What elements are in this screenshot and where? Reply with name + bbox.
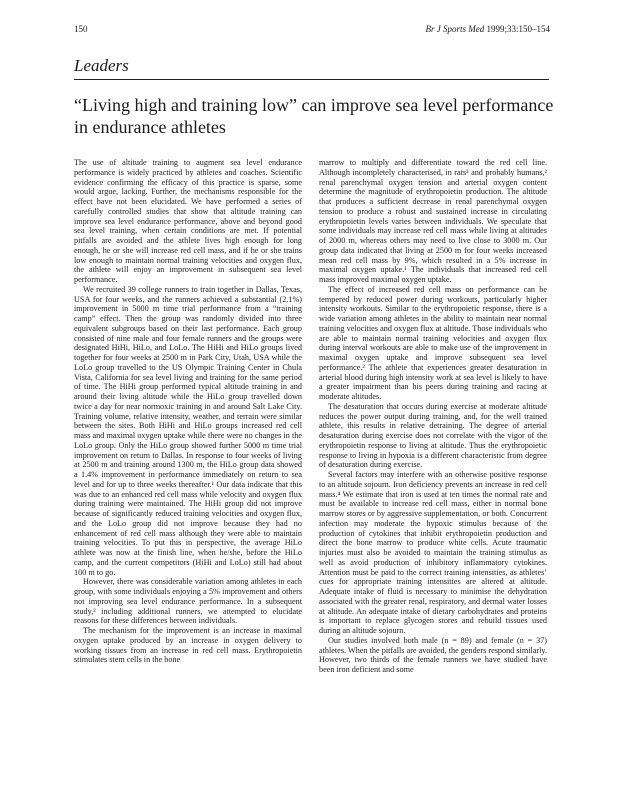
paragraph: Several factors may interfere with an otherwise positive response to an altitude sojourn. Iron deficiency prevents an increase in red cell mass.⁴ We estimate that iron is used at ten times the normal rate and must be available to increase red cell mass, either in normal bone marrow stores or by aggressive supplementation, or both. Concurrent infection may moderate the hypoxic stimulus because of the production of cytokines that inhibit erythropoietin production and direct the bone marrow to produce white cells. Acute traumatic injuries must also be avoided to maintain the training stimulus as well as avoid production of inhibitory inflammatory cytokines. Attention must be paid to the correct training intensities, as athletes’ cues for appropriate training intensities are altered at altitude. Adequate intake of fluid is necessary to minimise the dehydration associated with the greater renal, respiratory, and dermal water losses at altitude. An adequate intake of dietary carbohydrates and proteins is important to replace glycogen stores and rebuild tissues used during an altitude sojourn. — [319, 470, 547, 635]
page-number: 150 — [74, 24, 88, 34]
journal-volume-pages: 1999;33:150–154 — [486, 24, 550, 34]
paragraph: However, there was considerable variation among athletes in each group, with some individuals enjoying a 5% improvement and others not improving sea level endurance performance. In a subsequent study,² including additional runners, we attempted to elucidate reasons for these differences between individuals. — [74, 577, 302, 626]
paragraph: The use of altitude training to augment sea level endurance performance is widely practiced by athletes and coaches. Scientific evidence confirming the efficacy of this practice is sparse, some would argue, lacking. Further, the mechanisms responsible for the effect have not been elucidated. We have performed a series of carefully controlled studies that show that altitude training can improve sea level endurance performance, above and beyond good sea level training, when certain conditions are met. If potential pitfalls are avoided and the athlete lives high enough for long enough, he or she will increase red cell mass, and if he or she trains low enough to maintain normal training velocities and oxygen flux, the athlete will enjoy an improvement in subsequent sea level performance. — [74, 158, 302, 284]
paragraph: The desaturation that occurs during exercise at moderate altitude reduces the power output during training, and, for the well trained athlete, this results in relative detraining. The degree of arterial desaturation during exercise does not correlate with the vigor of the erythropoietin response to living at altitude. Thus the erythropoietic response to living in hypoxia is a different characteristic from degree of desaturation during exercise. — [319, 401, 547, 470]
left-column — [74, 158, 302, 665]
paragraph: The effect of increased red cell mass on performance can be tempered by reduced power during workouts, particularly higher intensity workouts. Similar to the erythropoietic response, there is a wide variation among athletes in the ability to maintain near normal training velocities and oxygen flux at altitude. Those individuals who are able to maintain normal training velocities and oxygen flux during interval workouts are able to make use of the improvement in maximal oxygen uptake and improve subsequent sea level performance.² The athlete that experiences greater desaturation in arterial blood during high intensity work at sea level is likely to have a greater impairment than his peers during training and racing at moderate altitudes. — [319, 284, 547, 401]
paragraph: Our studies involved both male (n = 89) and female (n = 37) athletes. When the pitfalls are avoided, the genders respond similarly. However, two thirds of the female runners we have studied have been iron deficient and some — [319, 635, 547, 674]
paragraph: marrow to multiply and differentiate toward the red cell line. Although incompletely characterised, in rats³ and probably humans,² renal parenchymal oxygen tension and arterial oxygen content determine the magnitude of erythropoietin production. The altitude that produces a sufficient decrease in renal parenchymal oxygen tension to produce a robust and sustained increase in circulating erythropoietin levels varies between individuals. We speculate that some individuals may increase red cell mass while living at altitudes of 2000 m, whereas others may need to live close to 3000 m. Our group data indicated that living at 2500 m for four weeks increased mean red cell mass by 9%, which resulted in a 5% increase in maximal oxygen uptake.¹ The individuals that increased red cell mass improved maximal oxygen uptake. — [319, 158, 547, 284]
section-title: Leaders — [74, 56, 129, 75]
journal-citation — [425, 24, 550, 34]
paragraph: The mechanism for the improvement is an increase in maximal oxygen uptake produced by an increase in oxygen delivery to working tissues from an increase in red cell mass. Erythropoietin stimulates stem cells in the bone — [74, 626, 302, 665]
section-divider — [74, 79, 549, 80]
journal-name: Br J Sports Med — [425, 24, 485, 34]
right-column — [319, 158, 547, 675]
article-title: “Living high and training low” can improve sea level performance in endurance athletes — [74, 95, 554, 137]
paragraph: We recruited 39 college runners to train together in Dallas, Texas, USA for four weeks, and the runners achieved a substantial (2.1%) improvement in 5000 m time trial performance from a “training camp” effect. Then the group was randomly divided into three equivalent subgroups based on their last performance. Each group consisted of nine male and four female runners and the groups were designated HiHi, HiLo, and LoLo. The HiHi and HiLo groups lived together for four weeks at 2500 m in Park City, Utah, USA while the LoLo group travelled to the US Olympic Training Center in Chula Vista, California for sea level living and training for the same period of time. The HiHi group performed typical altitude training in and around their living altitude while the HiLo group travelled down twice a day for near normoxic training in and around Salt Lake City. Training volume, relative intensity, weather, and terrain were similar between the sites. Both HiHi and HiLo groups increased red cell mass and maximal oxygen uptake while there were no changes in the LoLo group. Only the HiLo group showed further 5000 m time trial improvement on return to Dallas. In response to four weeks of living at 2500 m and training around 1300 m, the HiLo group data showed a 1.4% improvement in performance immediately on return to sea level and for up to three weeks thereafter.¹ Our data indicate that this was due to an enhanced red cell mass while velocity and oxygen flux during training were maintained. The HiHi group did not improve because of significantly reduced training velocities and oxygen flux, and the LoLo group did not improve because they had no enhancement of red cell mass although they were able to maintain training velocities. To put this in perspective, the average HiLo athlete was now at the finish line, when he/she, before the HiLo camp, and the current competitors (HiHi and LoLo) still had about 100 m to go. — [74, 284, 302, 577]
